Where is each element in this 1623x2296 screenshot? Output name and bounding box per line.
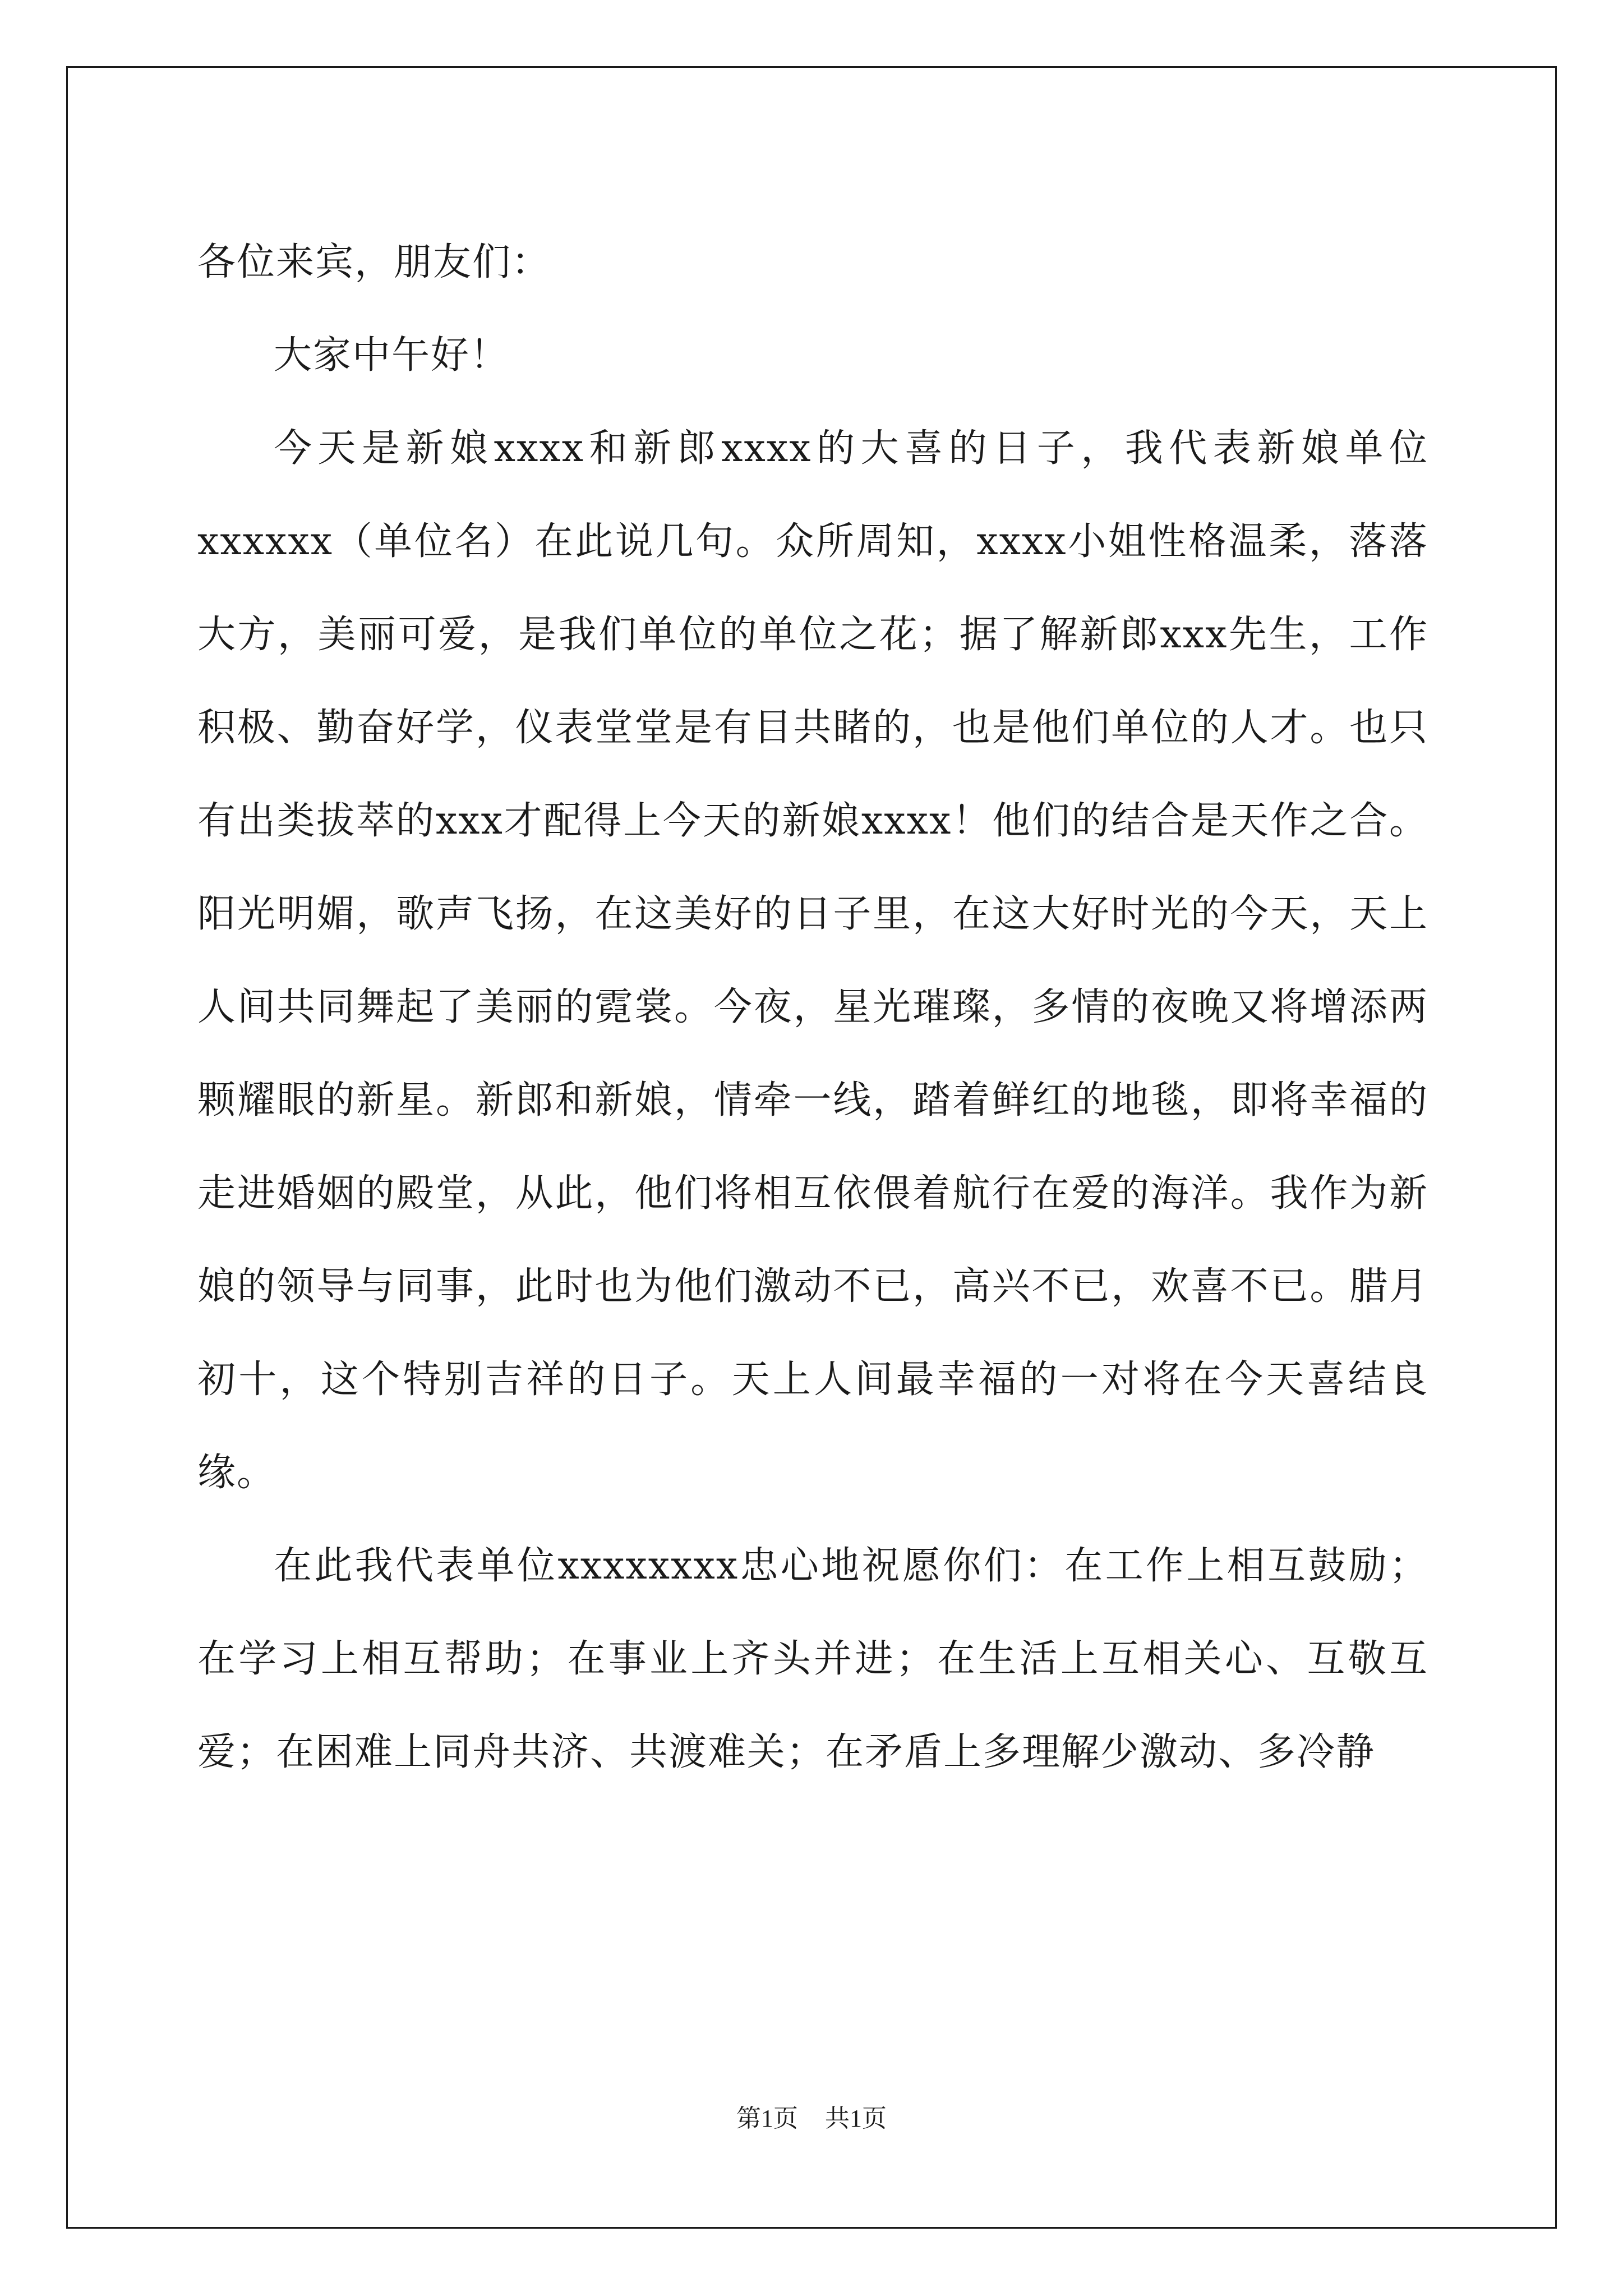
document-body	[197, 216, 1428, 1799]
paragraph-2: 在此我代表单位xxxxxxxx忠心地祝愿你们：在工作上相互鼓励；在学习上相互帮助；在事业上齐头并进；在生活上互相关心、互敬互爱；在困难上同舟共济、共渡难关；在矛盾上多理解少激动、多冷静	[197, 1544, 1428, 1774]
paragraph-1: 今天是新娘xxxx和新郎xxxx的大喜的日子，我代表新娘单位xxxxxx（单位名）在此说几句。众所周知，xxxx小姐性格温柔，落落大方，美丽可爱，是我们单位的单位之花；据了解新郎xxx先生，工作积极、勤奋好学，仪表堂堂是有目共睹的，也是他们单位的人才。也只有出类拔萃的xxx才配得上今天的新娘xxxx！他们的结合是天作之合。阳光明媚，歌声飞扬，在这美好的日子里，在这大好时光的今天，天上人间共同舞起了美丽的霓裳。今夜，星光璀璨，多情的夜晚又将增添两颗耀眼的新星。新郎和新娘，情牵一线，踏着鲜红的地毯，即将幸福的走进婚姻的殿堂，从此，他们将相互依偎着航行在爱的海洋。我作为新娘的领导与同事，此时也为他们激动不已，高兴不已，欢喜不已。腊月初十，这个特别吉祥的日子。天上人间最幸福的一对将在今天喜结良缘。	[197, 426, 1428, 1495]
greeting: 大家中午好！	[274, 333, 510, 378]
page-footer	[0, 2098, 1623, 2134]
salutation: 各位来宾，朋友们：	[197, 240, 551, 284]
page-count: 共1页	[825, 2105, 887, 2132]
page-number: 第1页	[736, 2105, 798, 2132]
